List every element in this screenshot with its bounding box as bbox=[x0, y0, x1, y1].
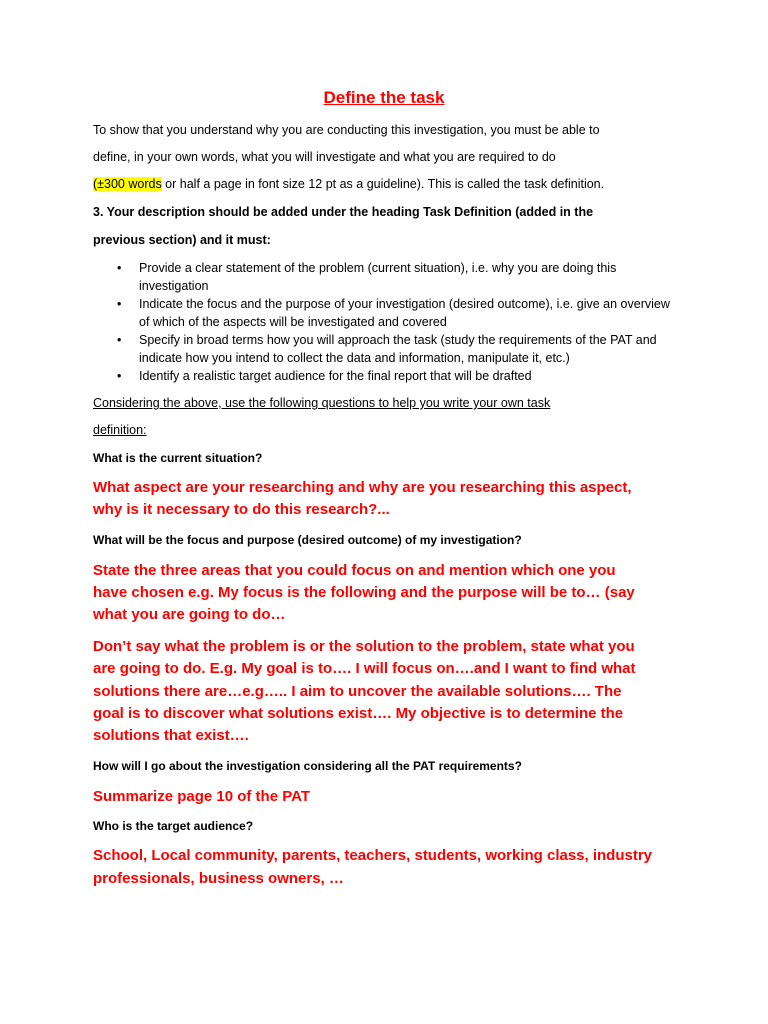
intro-line-2: define, in your own words, what you will investigate and what you are required to do bbox=[93, 150, 556, 164]
answer-audience-line-2: professionals, business owners, … bbox=[93, 870, 344, 887]
answer-audience-line-1: School, Local community, parents, teachers, students, working class, industry bbox=[93, 847, 653, 864]
intro-line-1: To show that you understand why you are conducting this investigation, you must be able to bbox=[93, 123, 600, 137]
list-item-text: Indicate the focus and the purpose of your investigation (desired outcome), i.e. give an overview of which of the aspects will be investigated and covered bbox=[139, 297, 670, 329]
question-focus-purpose: What will be the focus and purpose (desired outcome) of my investigation? bbox=[93, 533, 522, 547]
answer-focus-line-3: what you are going to do… bbox=[93, 606, 286, 623]
answer-approach: Summarize page 10 of the PAT bbox=[93, 788, 310, 805]
bullet-icon: • bbox=[117, 333, 122, 347]
bullet-icon: • bbox=[117, 369, 122, 383]
bullet-icon: • bbox=[117, 261, 122, 275]
page-title: Define the task bbox=[323, 88, 445, 107]
guidance-line-1: Don’t say what the problem is or the solution to the problem, state what you bbox=[93, 638, 635, 655]
bullet-icon: • bbox=[117, 297, 122, 311]
answer-current-situation-line-2: why is it necessary to do this research?... bbox=[93, 501, 390, 518]
question-target-audience: Who is the target audience? bbox=[93, 819, 254, 833]
answer-current-situation-line-1: What aspect are your researching and why are you researching this aspect, bbox=[93, 479, 632, 496]
guidance-line-5: solutions that exist…. bbox=[93, 727, 249, 744]
list-item bbox=[93, 367, 673, 385]
guidance-line-3: solutions there are…e.g….. I aim to uncover the available solutions…. The bbox=[93, 683, 622, 700]
guidance-line-4: goal is to discover what solutions exist…. My objective is to determine the bbox=[93, 705, 624, 722]
question-current-situation: What is the current situation? bbox=[93, 451, 263, 465]
guidance-line-2: are going to do. E.g. My goal is to…. I will focus on….and I want to find what bbox=[93, 660, 636, 677]
word-count-highlight: (±300 words bbox=[93, 177, 162, 191]
list-item bbox=[93, 295, 673, 331]
list-item-text: Identify a realistic target audience for the final report that will be drafted bbox=[139, 369, 532, 383]
answer-focus-line-1: State the three areas that you could focus on and mention which one you bbox=[93, 562, 616, 579]
list-item-text: Specify in broad terms how you will approach the task (study the requirements of the PAT and indicate how you intend to collect the data and information, manipulate it, etc.) bbox=[139, 333, 657, 365]
instruction-line-1: 3. Your description should be added under the heading Task Definition (added in the bbox=[93, 205, 594, 219]
list-item bbox=[93, 259, 673, 295]
list-item-text: Provide a clear statement of the problem (current situation), i.e. why you are doing this investigation bbox=[139, 261, 617, 293]
considering-line-2: definition: bbox=[93, 423, 147, 437]
answer-focus-line-2: have chosen e.g. My focus is the following and the purpose will be to… (say bbox=[93, 584, 635, 601]
question-approach: How will I go about the investigation considering all the PAT requirements? bbox=[93, 759, 522, 773]
requirements-list bbox=[93, 259, 673, 385]
intro-line-3 bbox=[93, 177, 604, 191]
intro-line-3-rest: or half a page in font size 12 pt as a guideline). This is called the task definition. bbox=[161, 177, 605, 191]
considering-line-1: Considering the above, use the following questions to help you write your own task bbox=[93, 396, 551, 410]
list-item bbox=[93, 331, 673, 367]
instruction-line-2: previous section) and it must: bbox=[93, 233, 271, 247]
